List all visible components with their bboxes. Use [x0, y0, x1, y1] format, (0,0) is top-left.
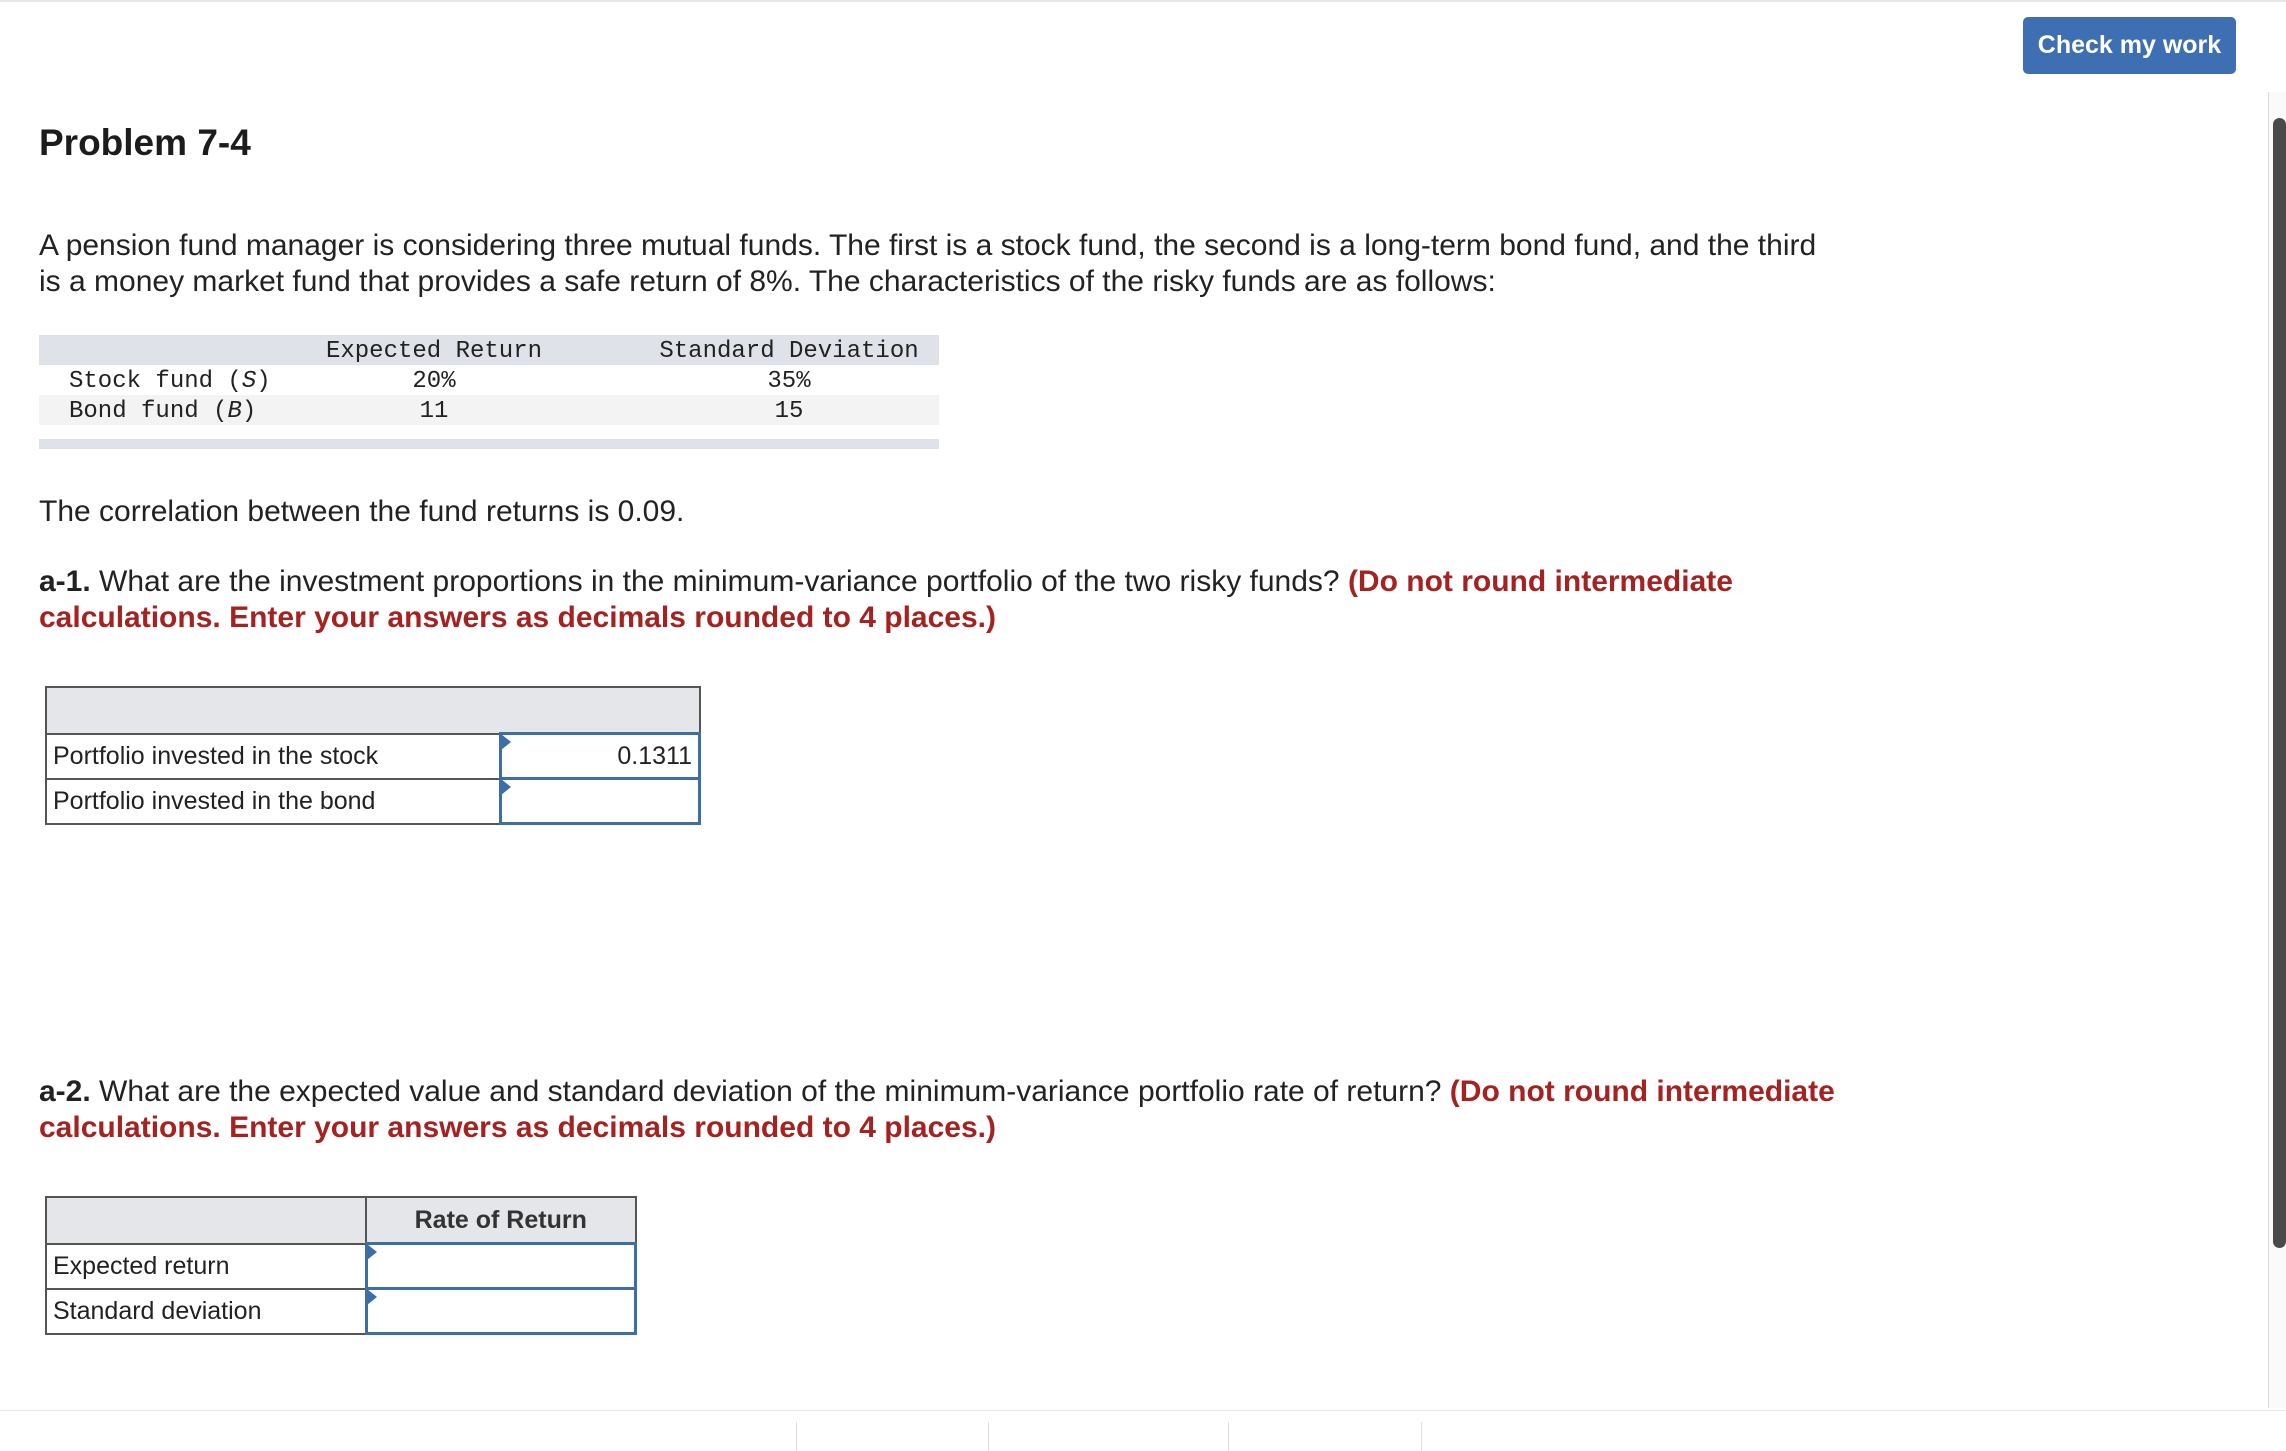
a2-instruction-1: (Do not round intermediate — [1449, 1075, 1835, 1108]
footer-divider — [1228, 1422, 1229, 1451]
standard-deviation-input[interactable] — [366, 1289, 636, 1334]
bond-proportion-input[interactable] — [501, 779, 700, 824]
a1-header-cell — [46, 687, 700, 734]
fund-characteristics-table — [39, 335, 939, 449]
a2-label: a-2. — [39, 1075, 91, 1108]
a1-label: a-1. — [39, 565, 91, 598]
a2-header-row — [46, 1197, 636, 1244]
a2-header-blank — [46, 1197, 366, 1244]
fund-table-header — [39, 335, 939, 365]
top-divider — [0, 0, 2286, 2]
intro-line-2: is a money market fund that provides a safe return of 8%. The characteristics of the risky funds are as follows: — [39, 265, 1496, 298]
fund-std: 15 — [774, 398, 804, 425]
a2-answer-table — [45, 1196, 637, 1335]
footer-divider — [1421, 1422, 1422, 1451]
rate-of-return-header: Rate of Return — [366, 1197, 636, 1244]
footer-divider — [796, 1422, 797, 1451]
problem-title: Problem 7-4 — [39, 122, 251, 163]
bottom-divider — [0, 1410, 2286, 1411]
a2-instruction-2: calculations. Enter your answers as decimals rounded to 4 places.) — [39, 1111, 996, 1144]
question-a1 — [39, 564, 1939, 636]
scrollbar-thumb[interactable] — [2273, 118, 2286, 1248]
row-label: Portfolio invested in the stock — [46, 734, 501, 779]
row-label: Expected return — [46, 1244, 366, 1289]
row-label: Portfolio invested in the bond — [46, 779, 501, 824]
stock-proportion-input[interactable]: 0.1311 — [501, 734, 700, 779]
row-label: Standard deviation — [46, 1289, 366, 1334]
fund-expected: 11 — [419, 398, 449, 425]
fund-table-footer — [39, 439, 939, 449]
a1-answer-table — [45, 686, 701, 825]
table-row — [46, 1244, 636, 1289]
check-my-work-button[interactable]: Check my work — [2023, 17, 2236, 74]
correlation-text: The correlation between the fund returns is 0.09. — [39, 495, 685, 528]
fund-expected: 20% — [412, 368, 456, 395]
problem-intro — [39, 228, 1939, 300]
fund-row-bond — [39, 395, 939, 425]
intro-line-1: A pension fund manager is considering three mutual funds. The first is a stock fund, the second is a long-term bond fund, and the third — [39, 229, 1817, 262]
col-standard-deviation: Standard Deviation — [659, 338, 919, 365]
footer-divider — [988, 1422, 989, 1451]
fund-name: Bond fund (B) — [69, 398, 257, 425]
expected-return-input[interactable] — [366, 1244, 636, 1289]
a2-question: What are the expected value and standard deviation of the minimum-variance portfolio rate of return? — [90, 1075, 1450, 1108]
question-a2 — [39, 1074, 1939, 1146]
a1-instruction-2: calculations. Enter your answers as decimals rounded to 4 places.) — [39, 601, 996, 634]
table-row — [46, 779, 700, 824]
table-row — [46, 734, 700, 779]
col-expected-return: Expected Return — [325, 338, 543, 365]
a1-question: What are the investment proportions in the minimum-variance portfolio of the two risky funds? — [90, 565, 1348, 598]
fund-row-stock — [39, 365, 939, 395]
a1-instruction-1: (Do not round intermediate — [1347, 565, 1733, 598]
fund-name: Stock fund (S) — [69, 368, 271, 395]
fund-std: 35% — [767, 368, 811, 395]
table-row — [46, 1289, 636, 1334]
a1-header-row — [46, 687, 700, 734]
